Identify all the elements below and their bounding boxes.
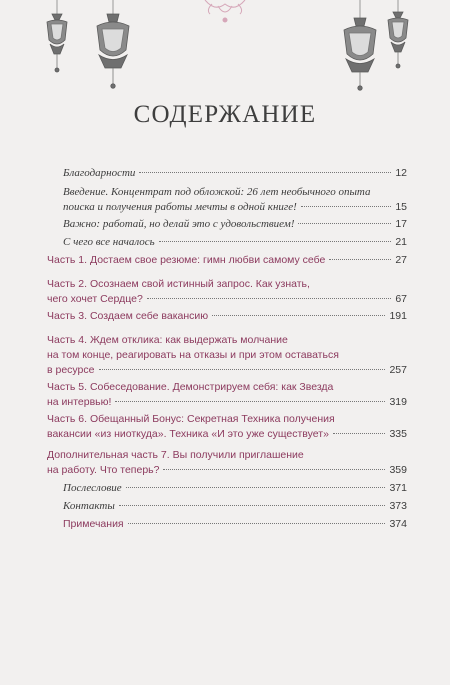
- toc-entry-acknowledgements: Благодарности 12: [63, 167, 407, 179]
- toc-entry-part-3: Часть 3. Создаем себе вакансию 191: [47, 310, 407, 322]
- toc-entry-afterword: Послесловие 371: [63, 482, 407, 494]
- lantern-right-small: [388, 12, 408, 68]
- lantern-right-large: [344, 18, 376, 90]
- pink-ornament: [205, 0, 245, 22]
- toc-entry-introduction: Введение. Концентрат под обложкой: 26 лет необычного опыта поиска и получения работы мечты в одной книге! 15: [63, 186, 407, 213]
- toc-entry-notes: Примечания 374: [63, 518, 407, 530]
- toc-entry-beginning: С чего все началось 21: [63, 236, 407, 248]
- lantern-left-small: [47, 14, 67, 72]
- toc-entry-part-2: Часть 2. Осознаем свой истинный запрос. Как узнать, чего хочет Сердце? 67: [47, 278, 407, 305]
- toc-entry-part-7: Дополнительная часть 7. Вы получили приглашение на работу. Что теперь? 359: [47, 449, 407, 476]
- hanging-lanterns-ornament: [0, 0, 450, 100]
- lantern-left-large: [97, 14, 129, 88]
- toc-entry-part-5: Часть 5. Собеседование. Демонстрируем себя: как Звезда на интервью! 319: [47, 381, 407, 408]
- toc-entry-part-6: Часть 6. Обещанный Бонус: Секретная Техника получения вакансии «из ниоткуда». Техника «И это уже существует» 335: [47, 413, 407, 440]
- page-title: СОДЕРЖАНИЕ: [133, 101, 317, 128]
- toc-entry-important: Важно: работай, но делай это с удовольствием! 17: [63, 218, 407, 230]
- toc-entry-contacts: Контакты 373: [63, 500, 407, 512]
- toc-entry-part-4: Часть 4. Ждем отклика: как выдержать молчание на том конце, реагировать на отказы и при этом оставаться в ресурсе 257: [47, 334, 407, 376]
- toc-entry-part-1: Часть 1. Достаем свое резюме: гимн любви самому себе 27: [47, 254, 407, 266]
